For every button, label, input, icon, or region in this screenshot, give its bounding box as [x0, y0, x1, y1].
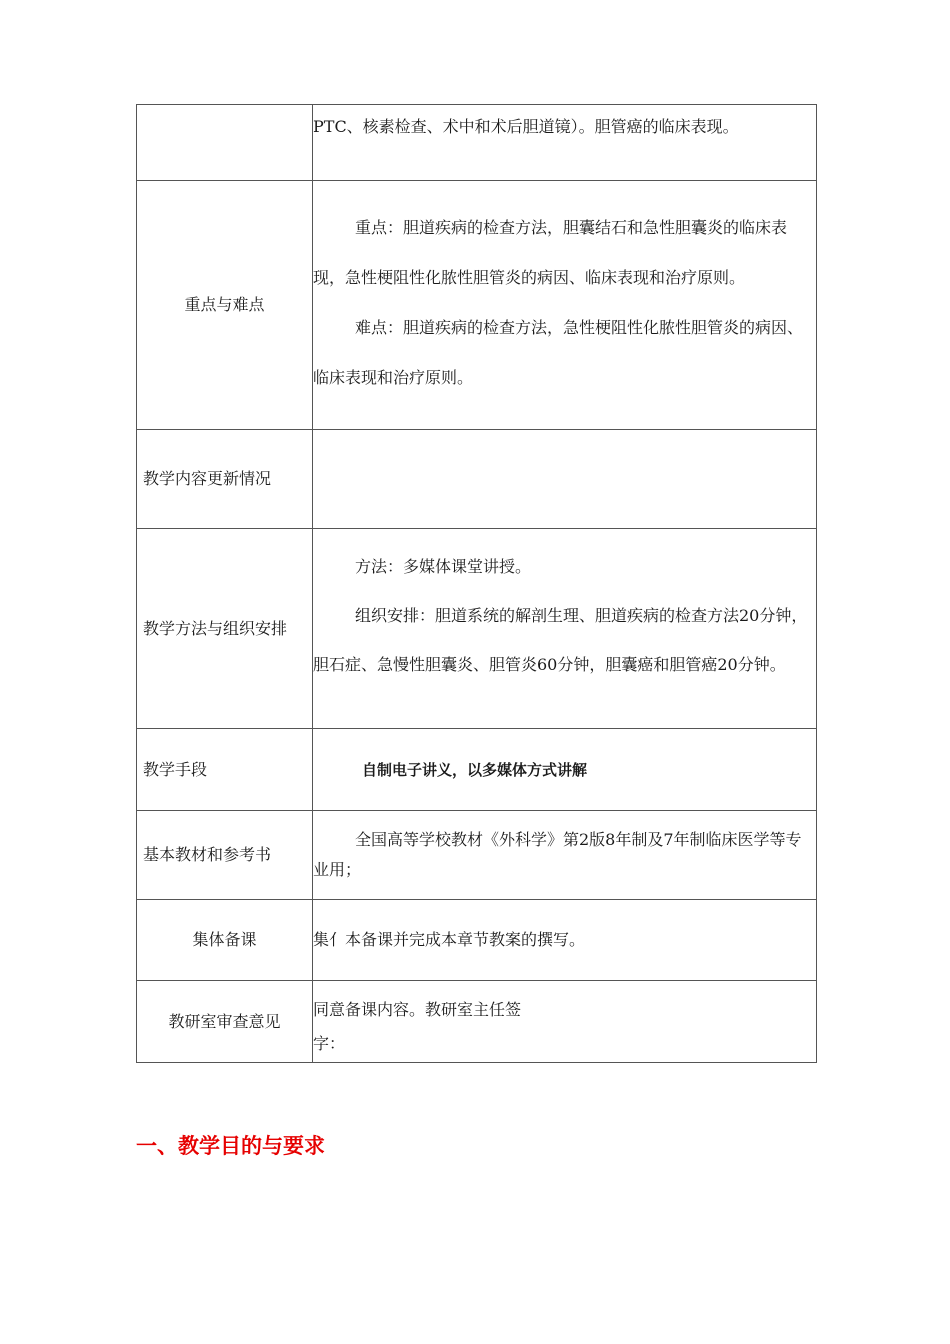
- row-textbooks: [137, 811, 817, 900]
- row-label-review: 教研室审查意见: [137, 981, 313, 1063]
- row-group-prep: [137, 900, 817, 981]
- scope-text: PTC、核素检查、术中和术后胆道镜）。胆管癌的临床表现。: [313, 117, 739, 136]
- cell-methods: [313, 529, 817, 729]
- cell-key-points: [313, 181, 817, 430]
- row-methods: [137, 529, 817, 729]
- row-label-key-points: 重点与难点: [137, 181, 313, 430]
- section-heading: 一、教学目的与要求: [136, 1134, 325, 1158]
- row-content-update: [137, 430, 817, 529]
- row-scope: [137, 105, 817, 181]
- textbooks-text: 全国高等学校教材《外科学》第2版8年制及7年制临床医学等专业用；: [313, 830, 802, 879]
- row-label-group-prep: 集体备课: [137, 900, 313, 981]
- cell-means: [313, 729, 817, 811]
- cell-scope: [313, 105, 817, 181]
- review-line-1: 同意备课内容。教研室主任签: [313, 1000, 522, 1019]
- means-text: 自制电子讲义，以多媒体方式讲解: [362, 760, 588, 779]
- key-points-nandian: 难点：胆道疾病的检查方法，急性梗阻性化脓性胆管炎的病因、临床表现和治疗原则。: [313, 318, 804, 387]
- row-label-content-update: 教学内容更新情况: [137, 430, 313, 529]
- cell-group-prep: [313, 900, 817, 981]
- row-review: [137, 981, 817, 1063]
- row-key-points: [137, 181, 817, 430]
- cell-content-update: [313, 430, 817, 529]
- cell-review: [313, 981, 817, 1063]
- cell-textbooks: [313, 811, 817, 900]
- row-label-methods: 教学方法与组织安排: [137, 529, 313, 729]
- review-line-2: 字：: [313, 1034, 346, 1053]
- key-points-zhongdian: 重点：胆道疾病的检查方法，胆囊结石和急性胆囊炎的临床表现，急性梗阻性化脓性胆管炎的病因、临床表现和治疗原则。: [313, 218, 788, 287]
- row-means: [137, 729, 817, 811]
- lesson-plan-table: [136, 104, 817, 1063]
- methods-method: 方法：多媒体课堂讲授。: [355, 557, 532, 576]
- row-label-textbooks: 基本教材和参考书: [137, 811, 313, 900]
- methods-arrangement: 组织安排：胆道系统的解剖生理、胆道疾病的检查方法20分钟，胆石症、急慢性胆囊炎、胆管炎60分钟，胆囊癌和胆管癌20分钟。: [313, 606, 808, 674]
- row-label-means: 教学手段: [137, 729, 313, 811]
- row-label-scope: [137, 105, 313, 181]
- group-prep-text: 集亻本备课并完成本章节教案的撰写。: [313, 930, 586, 949]
